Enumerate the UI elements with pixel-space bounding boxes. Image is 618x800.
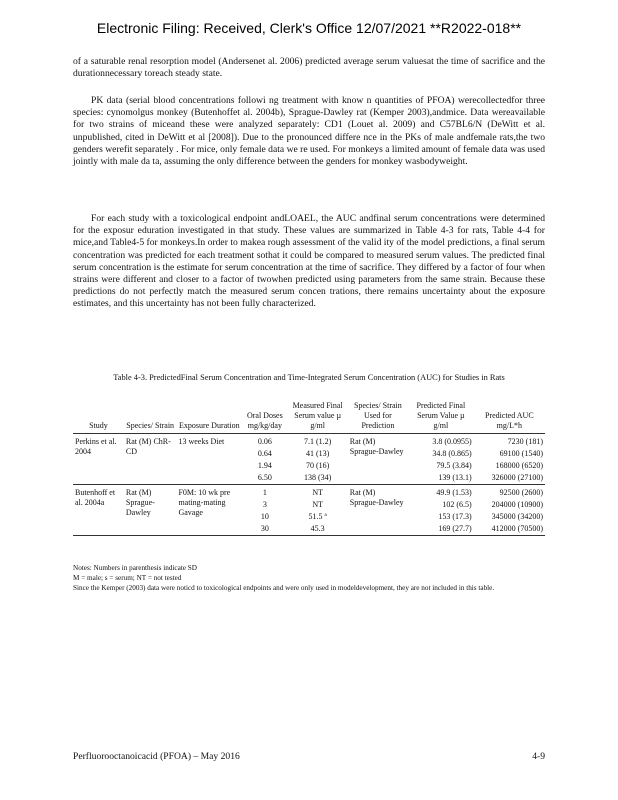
- cell-duration: 13 weeks Diet: [178, 437, 225, 446]
- col-pred-species: Species/ Strain Used for Prediction: [348, 401, 408, 434]
- cell-predicted: 139 (13.1): [438, 473, 472, 482]
- cell-species: Rat (M) ChR-CD: [125, 437, 171, 456]
- cell-measured: 138 (34): [304, 473, 332, 482]
- cell-auc: 92500 (2600): [499, 488, 543, 497]
- cell-predicted: 3.8 (0.0955): [432, 437, 472, 446]
- cell-study: Butenhoff et al. 2004a: [75, 488, 116, 507]
- cell-dose: 1: [262, 488, 267, 497]
- cell-measured: 51.5 ª: [308, 512, 327, 521]
- col-study: Study: [73, 401, 124, 434]
- cell-measured: NT: [312, 488, 323, 497]
- table-notes: [73, 563, 545, 594]
- cell-auc: 204000 (10900): [491, 500, 543, 509]
- cell-measured: 70 (16): [306, 461, 330, 470]
- cell-measured: NT: [312, 500, 323, 509]
- col-dose: Oral Doses mg/kg/day: [242, 401, 287, 434]
- cell-study: Perkins et al. 2004: [75, 437, 117, 456]
- cell-auc: 412000 (70500): [491, 524, 543, 533]
- paragraph-3: For each study with a toxicological endpoint andLOAEL, the AUC andfinal serum concentrations were determined for the exposur eduration investigated in that study. These values are summarized in Table 4-3 for rats, Table 4-4 for mice,and Table4-5 for monkeys.In order to makea rough assessment of the valid ity of the model predictions, a final serum concentration was predicted for each treatment sothat it could be compared to measured serum values. The predicted final serum concentration is the estimate for serum concentration at the time of sacrifice. They differed by a factor of four when strains were different and closer to a factor of twowhen predicted using parameters from the same strain. Because these predictions do not perfectly match the measured serum concen trations, there remains uncertainty about the exposure estimates, and this uncertainty has not been fully characterized.: [73, 213, 545, 310]
- paragraph-2: PK data (serial blood concentrations followi ng treatment with know n quantities of PFOA) werecollectedfor three species: cynomolgus monkey (Butenhoffet al. 2004b), Sprague-Dawley rat (Kemper 2003),andmice. Data wereavailable for two strains of miceand these were analyzed separately: CD1 (Louet al. 2009) and C57BL6/N (DeWitt et al. unpublished, cited in DeWitt et al [2008]). Due to the pronounced differe nce in the PKs of male andfemale rats,the two genders werefit separately . For mice, only female data we re used. For monkeys a limited amount of female data was used jointly with male da ta, assuming the only difference between the genders for monkey wasbodyweight.: [73, 95, 545, 168]
- cell-predicted: 79.5 (3.84): [436, 461, 472, 470]
- cell-predicted: 34.8 (0.865): [432, 449, 472, 458]
- rat-serum-table: [73, 401, 545, 536]
- cell-species: Rat (M) Sprague-Dawley: [125, 488, 155, 517]
- col-species: Species/ Strain: [124, 401, 177, 434]
- cell-pred-species: Rat (M) Sprague-Dawley: [349, 488, 404, 507]
- col-auc: Predicted AUC mg/L*h: [474, 401, 545, 434]
- cell-auc: 326000 (27100): [491, 473, 543, 482]
- table-bottom-rule: [73, 535, 545, 536]
- cell-auc: 7230 (181): [507, 437, 543, 446]
- cell-duration: F0M: 10 wk pre mating-mating Gavage: [178, 488, 231, 517]
- table-row: [73, 485, 545, 500]
- footer-document-title: Perfluorooctanoicacid (PFOA) – May 2016: [73, 751, 240, 762]
- cell-measured: 41 (13): [306, 449, 330, 458]
- col-duration: Exposure Duration: [176, 401, 242, 434]
- cell-auc: 168000 (6520): [495, 461, 543, 470]
- filing-header: Electronic Filing: Received, Clerk's Office 12/07/2021 **R2022-018**: [96, 20, 522, 36]
- cell-predicted: 153 (17.3): [438, 512, 472, 521]
- cell-predicted: 102 (6.5): [442, 500, 472, 509]
- table-row: [73, 434, 545, 449]
- cell-measured: 45.3: [310, 524, 325, 533]
- cell-dose: 1.94: [257, 461, 272, 470]
- cell-dose: 0.64: [257, 449, 272, 458]
- cell-dose: 6.50: [257, 473, 272, 482]
- col-predicted: Predicted Final Serum Value µ g/ml: [408, 401, 474, 434]
- note-kemper: Since the Kemper (2003) data were noticd to toxicological endpoints and were only used in modeldevelopment, they are not included in this table.: [73, 584, 495, 593]
- note-sd: Notes: Numbers in parenthesis indicate SD: [73, 564, 197, 572]
- table-title: Table 4-3. PredictedFinal Serum Concentration and Time-Integrated Serum Concentration (AUC) for Studies in Rats: [113, 373, 505, 382]
- paragraph-1: of a saturable renal resorption model (Andersenet al. 2006) predicted average serum valuesat the time of sacrifice and the durationnecessary toreach steady state.: [73, 56, 545, 80]
- table-header-row: [73, 401, 545, 434]
- cell-pred-species: Rat (M) Sprague-Dawley: [349, 437, 404, 456]
- page-number: 4-9: [532, 751, 545, 762]
- cell-measured: 7.1 (1.2): [304, 437, 332, 446]
- cell-dose: 3: [262, 500, 267, 509]
- cell-dose: 10: [260, 512, 269, 521]
- cell-dose: 30: [260, 524, 269, 533]
- cell-dose: 0.06: [257, 437, 272, 446]
- note-abbreviations: M = male; s = serum; NT = not tested: [73, 574, 182, 583]
- cell-predicted: 169 (27.7): [438, 524, 472, 533]
- cell-predicted: 49.9 (1.53): [436, 488, 472, 497]
- cell-auc: 345000 (34200): [491, 512, 543, 521]
- col-measured: Measured Final Serum value µ g/ml: [288, 401, 348, 434]
- cell-auc: 69100 (1540): [499, 449, 543, 458]
